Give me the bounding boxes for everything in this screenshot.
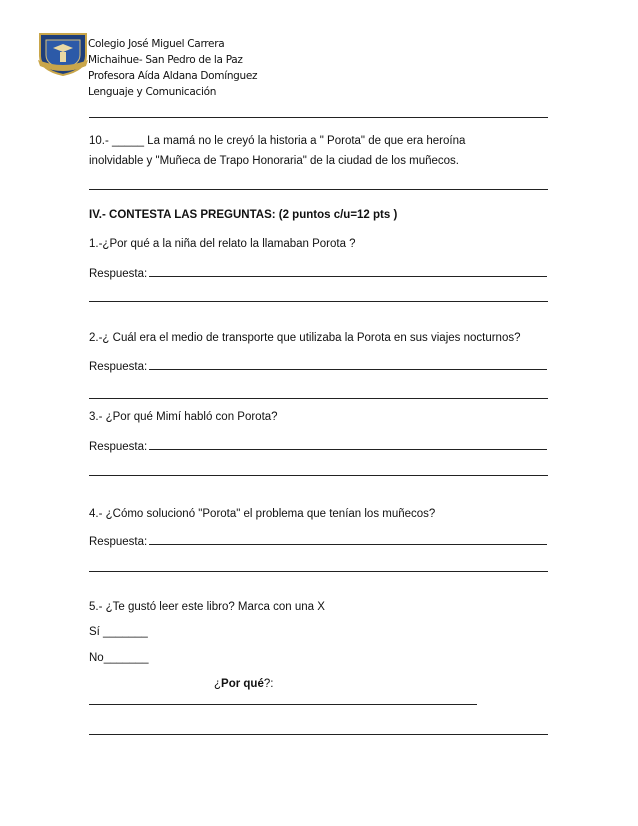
- teacher-name: Profesora Aída Aldana Domínguez: [88, 70, 258, 82]
- divider: [89, 189, 548, 190]
- question-3: 3.- ¿Por qué Mimí habló con Porota?: [89, 411, 278, 423]
- answer-extra-line-3[interactable]: [89, 475, 548, 476]
- why-answer-line-1[interactable]: [89, 704, 477, 705]
- question-1: 1.-¿Por qué a la niña del relato la llamaban Porota ?: [89, 238, 356, 250]
- subject-name: Lenguaje y Comunicación: [88, 86, 217, 98]
- divider: [89, 117, 548, 118]
- answer-line-4[interactable]: [149, 544, 547, 545]
- question-2: 2.-¿ Cuál era el medio de transporte que utilizaba la Porota en sus viajes nocturnos?: [89, 332, 521, 344]
- answer-row-1: [89, 268, 547, 280]
- question-5: 5.- ¿Te gustó leer este libro? Marca con una X: [89, 601, 325, 613]
- why-label: [214, 678, 273, 690]
- answer-row-2: [89, 361, 547, 373]
- answer-extra-line-2[interactable]: [89, 398, 548, 399]
- answer-line-2[interactable]: [149, 369, 547, 370]
- answer-line-3[interactable]: [149, 449, 547, 450]
- item10-line2: inolvidable y "Muñeca de Trapo Honoraria" de la ciudad de los muñecos.: [89, 155, 459, 167]
- section-title: IV.- CONTESTA LAS PREGUNTAS: (2 puntos c/u=12 pts ): [89, 209, 398, 221]
- answer-row-3: [89, 441, 547, 453]
- why-answer-line-2[interactable]: [89, 734, 548, 735]
- answer-line-1[interactable]: [149, 276, 547, 277]
- school-location: Michaihue- San Pedro de la Paz: [88, 54, 243, 66]
- item10-line1: 10.- _____ La mamá no le creyó la historia a " Porota" de que era heroína: [89, 135, 466, 147]
- answer-label: Respuesta:: [89, 361, 148, 373]
- answer-extra-line-4[interactable]: [89, 571, 548, 572]
- why-open: ¿: [214, 678, 222, 690]
- why-bold: Por qué: [221, 678, 264, 690]
- answer-extra-line-1[interactable]: [89, 301, 548, 302]
- question-4: 4.- ¿Cómo solucionó "Porota" el problema que tenían los muñecos?: [89, 508, 436, 520]
- school-name: Colegio José Miguel Carrera: [88, 38, 225, 50]
- why-close: ?:: [263, 678, 274, 690]
- option-yes[interactable]: Sí _______: [89, 626, 148, 638]
- answer-row-4: [89, 536, 547, 548]
- option-no[interactable]: No_______: [89, 652, 149, 664]
- school-crest-icon: [36, 30, 90, 76]
- answer-label: Respuesta:: [89, 536, 148, 548]
- answer-label: Respuesta:: [89, 268, 148, 280]
- answer-label: Respuesta:: [89, 441, 148, 453]
